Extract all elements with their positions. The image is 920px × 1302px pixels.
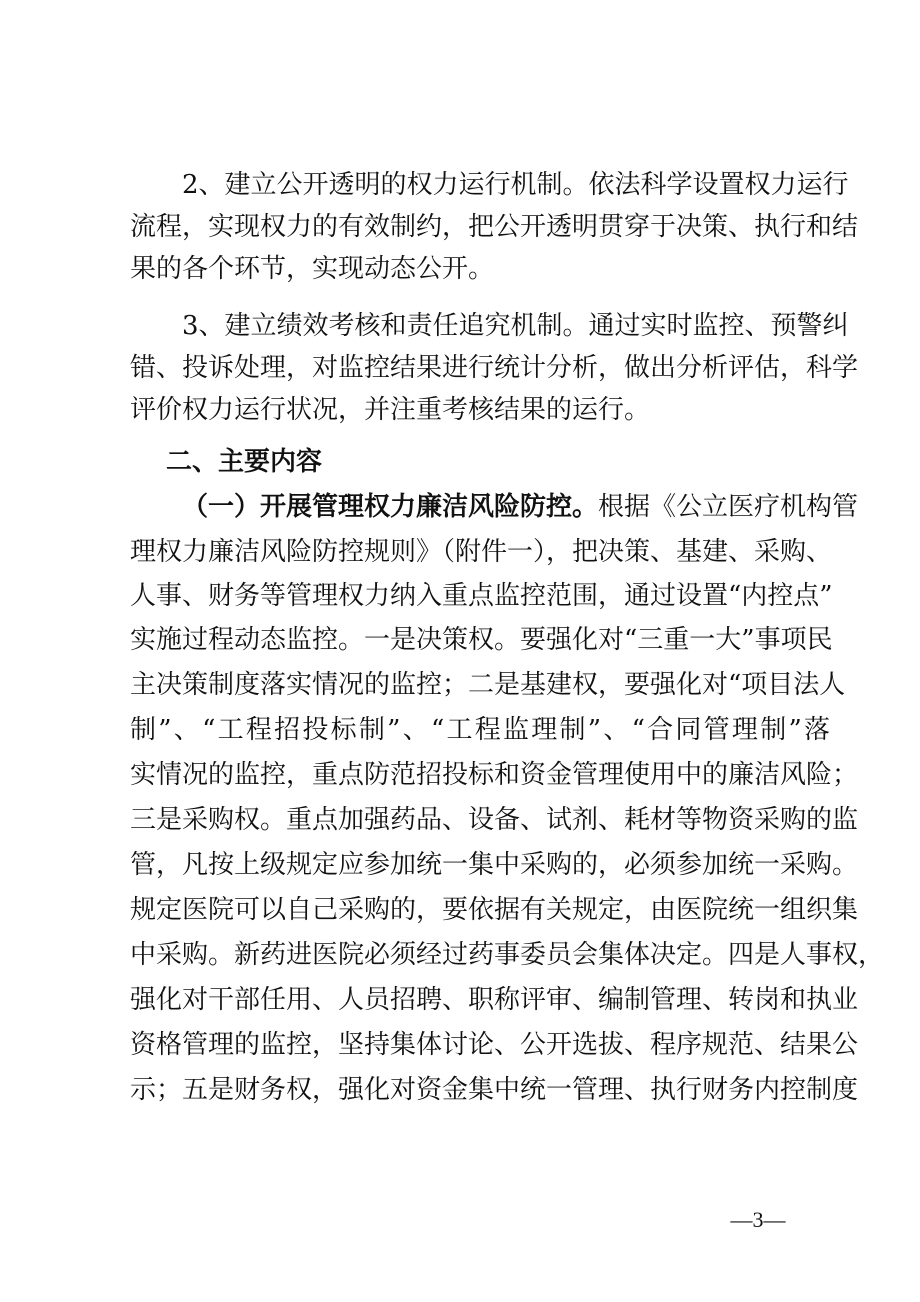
subsection-heading: （一）开展管理权力廉洁风险防控。 xyxy=(182,492,599,522)
subsection-line: 资格管理的监控，坚持集体讨论、公开选拔、程序规范、结果公 xyxy=(130,1030,859,1060)
subsection-line: 实施过程动态监控。一是决策权。要强化对“三重一大”事项民 xyxy=(130,625,833,655)
subsection-line: 制”、“工程招投标制”、“工程监理制”、“合同管理制”落 xyxy=(130,715,830,745)
subsection-first-line-text: 根据《公立医疗机构管 xyxy=(598,492,859,522)
section-heading: 二、主要内容 xyxy=(166,447,323,477)
subsection-line: 管，凡按上级规定应参加统一集中采购的，必须参加统一采购。 xyxy=(130,850,859,880)
paragraph-line: 3、建立绩效考核和责任追究机制。通过实时监控、预警纠 xyxy=(182,311,849,341)
page-number: —3— xyxy=(730,1207,786,1232)
subsection-line: 中采购。新药进医院必须经过药事委员会集体决定。四是人事权， xyxy=(130,940,885,970)
subsection-line: 示；五是财务权，强化对资金集中统一管理、执行财务内控制度 xyxy=(130,1075,859,1105)
paragraph-line: 评价权力运行状况，并注重考核结果的运行。 xyxy=(130,395,651,425)
subsection-line: 理权力廉洁风险防控规则》（附件一），把决策、基建、采购、 xyxy=(130,537,833,567)
subsection-first-line xyxy=(182,487,859,527)
subsection-line: 规定医院可以自己采购的，要依据有关规定，由医院统一组织集 xyxy=(130,895,859,925)
subsection-line: 强化对干部任用、人员招聘、职称评审、编制管理、转岗和执业 xyxy=(130,985,859,1015)
paragraph-line: 2、建立公开透明的权力运行机制。依法科学设置权力运行 xyxy=(182,170,849,200)
subsection-line: 人事、财务等管理权力纳入重点监控范围，通过设置“内控点” xyxy=(130,581,833,611)
paragraph-line: 错、投诉处理，对监控结果进行统计分析，做出分析评估，科学 xyxy=(130,353,859,383)
paragraph-line: 果的各个环节，实现动态公开。 xyxy=(130,254,495,284)
paragraph-line: 流程，实现权力的有效制约，把公开透明贯穿于决策、执行和结 xyxy=(130,212,859,242)
subsection-line: 实情况的监控，重点防范招投标和资金管理使用中的廉洁风险； xyxy=(130,760,859,790)
subsection-line: 三是采购权。重点加强药品、设备、试剂、耗材等物资采购的监 xyxy=(130,805,859,835)
subsection-line: 主决策制度落实情况的监控；二是基建权，要强化对“项目法人 xyxy=(130,670,846,700)
